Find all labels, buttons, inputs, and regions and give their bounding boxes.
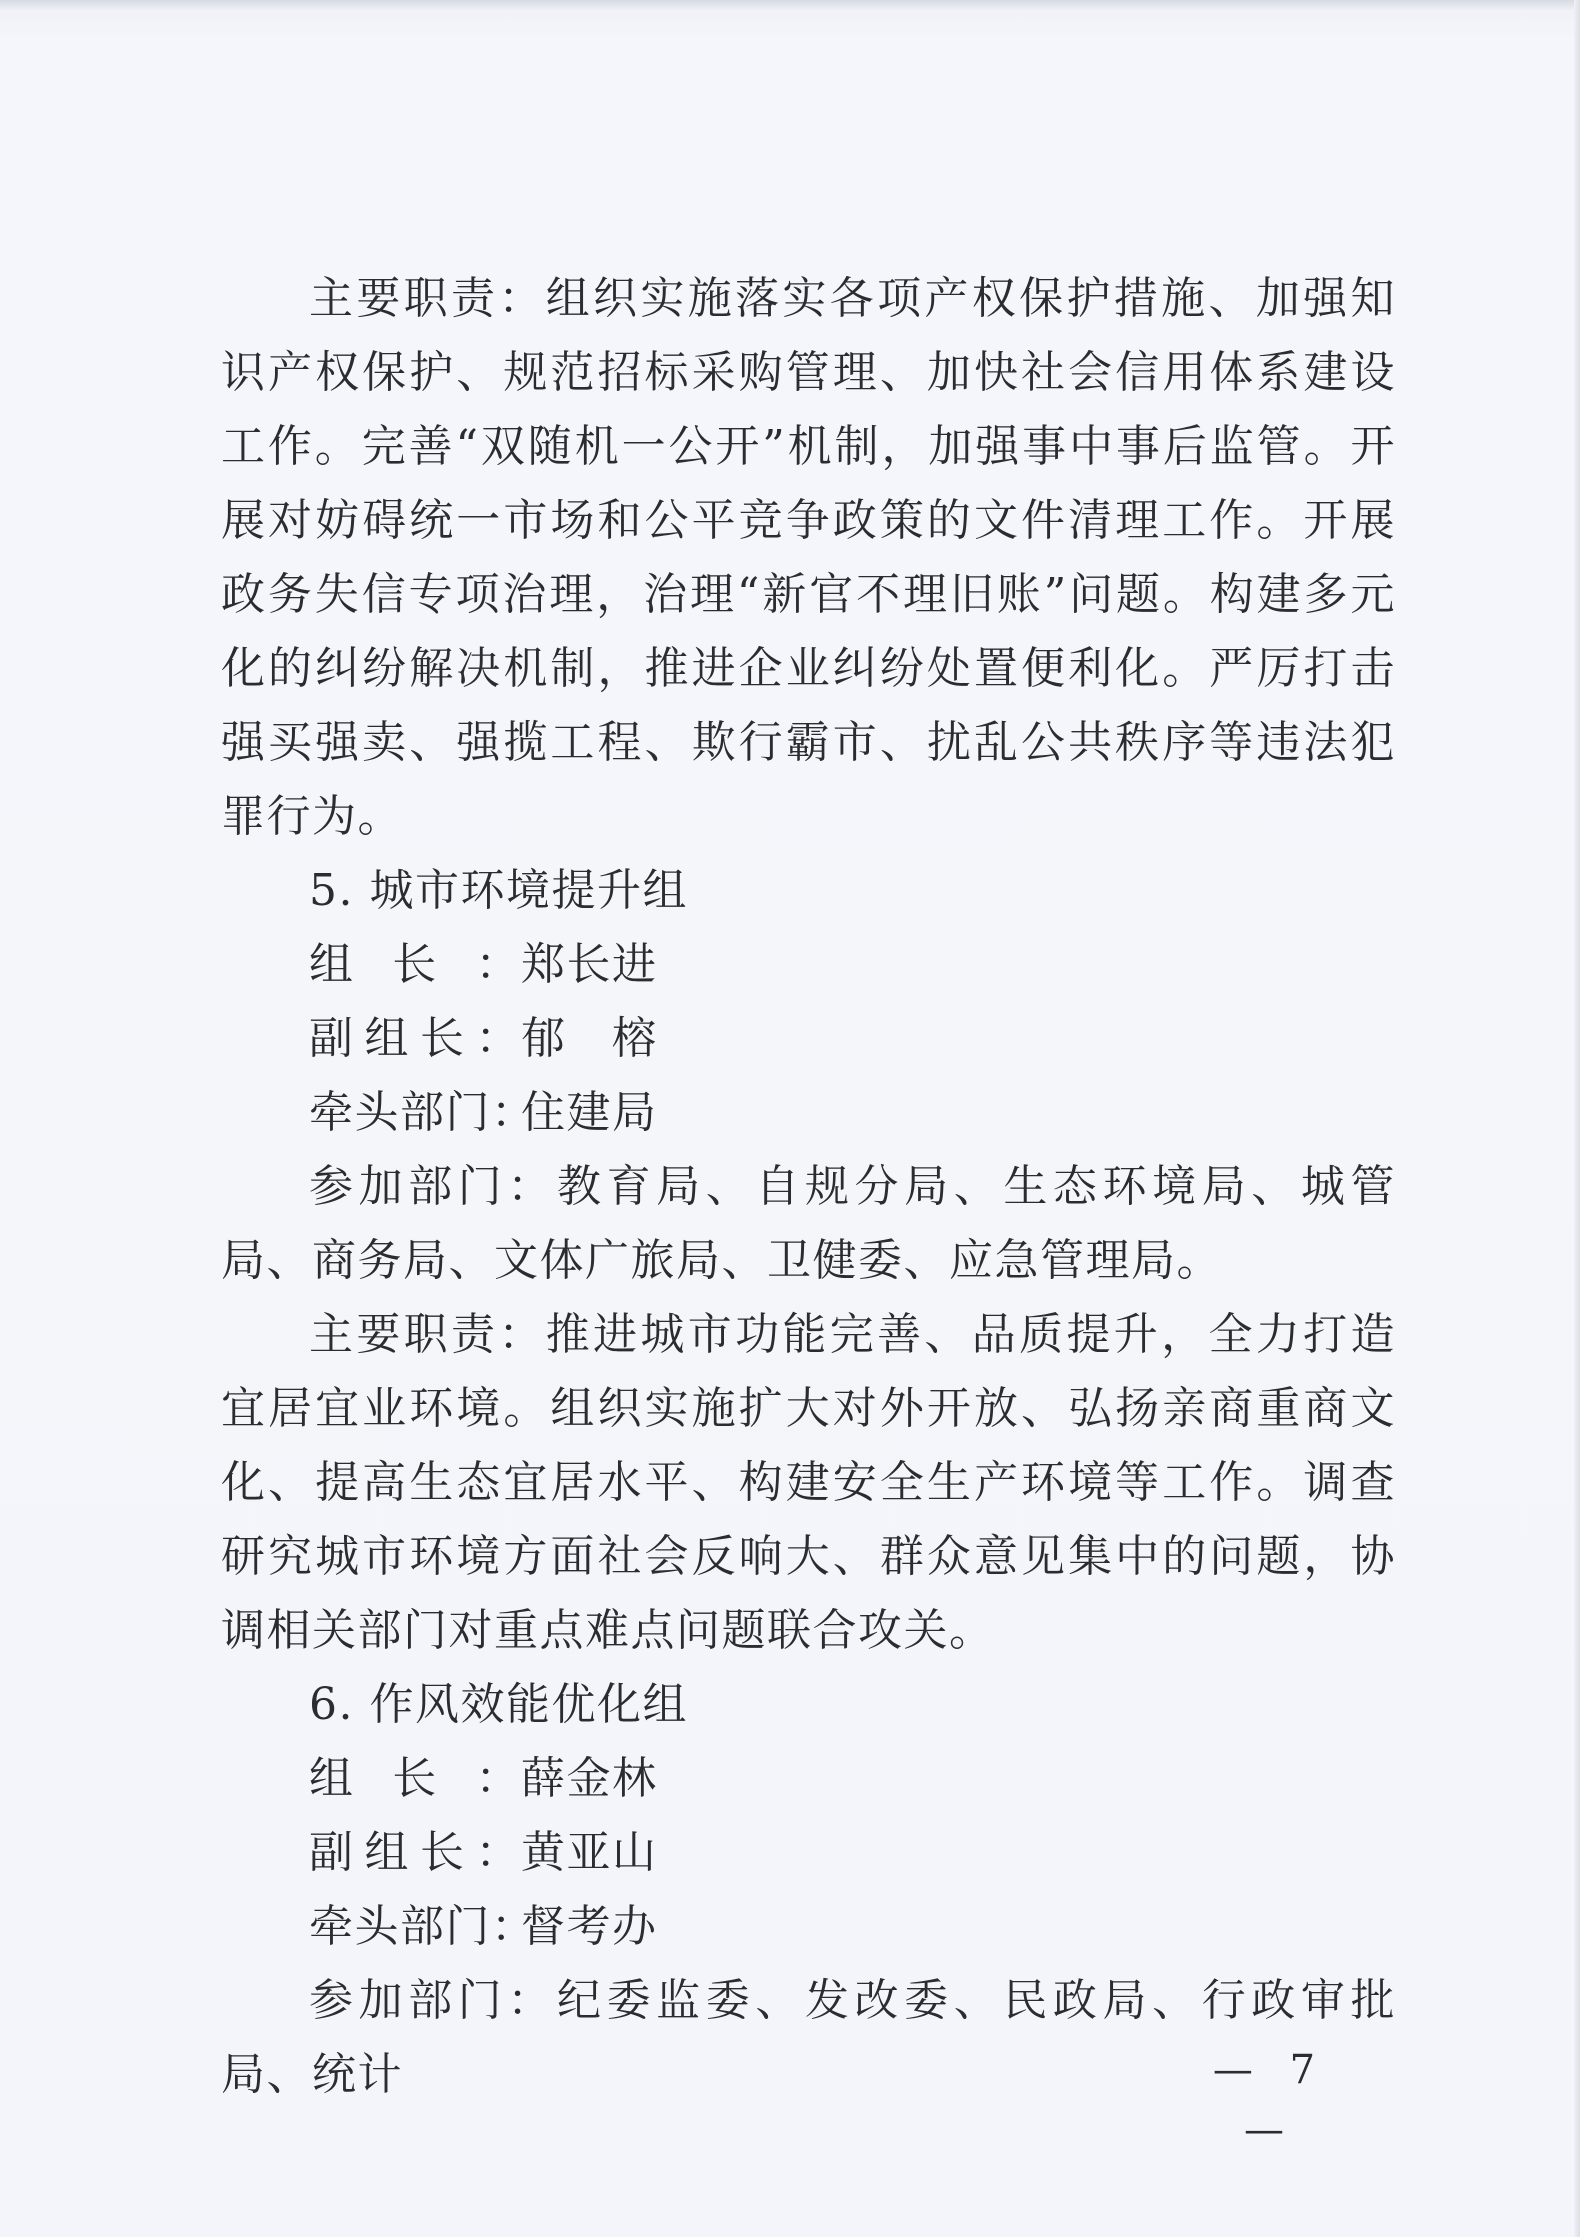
group-6-deputy-row [221,1816,1396,1890]
group-5-participants: 参加部门：教育局、自规分局、生态环境局、城管局、商务局、文体广旅局、卫健委、应急管理局。 [221,1161,1396,1286]
lead-dept-name: 住建局 [521,1087,658,1138]
lead-dept-name: 督考办 [521,1901,658,1952]
page-number: — 7 — [1212,2047,1328,2153]
group-5-deputy-row [221,1002,1396,1076]
lead-dept-label: 牵头部门： [309,1901,537,1952]
leader-label: 组长： [309,1753,521,1804]
scan-right-edge [1574,0,1580,2237]
group-6-heading: 6. 作风效能优化组 [309,1679,688,1730]
group-6-leader-row [221,1742,1396,1816]
lead-dept-label: 牵头部门： [309,1087,537,1138]
group-5-duties: 主要职责：推进城市功能完善、品质提升，全力打造宜居宜业环境。组织实施扩大对外开放、弘扬亲商重商文化、提高生态宜居水平、构建安全生产环境等工作。调查研究城市环境方面社会反响大、群众意见集中的问题，协调相关部门对重点难点问题联合攻关。 [221,1309,1396,1656]
group-6-lead-dept-row [221,1890,1396,1964]
leader-name: 郑长进 [521,939,658,990]
group-5-leader-row [221,928,1396,1002]
deputy-label: 副组长： [309,1013,521,1064]
leader-label: 组长： [309,939,521,990]
group-5-lead-dept-row [221,1076,1396,1150]
deputy-name: 郁 榕 [521,1013,658,1064]
duties-paragraph-group-4: 主要职责：组织实施落实各项产权保护措施、加强知识产权保护、规范招标采购管理、加快社会信用体系建设工作。完善“双随机一公开”机制，加强事中事后监管。开展对妨碍统一市场和公平竞争政策的文件清理工作。开展政务失信专项治理，治理“新官不理旧账”问题。构建多元化的纠纷解决机制，推进企业纠纷处置便利化。严厉打击强买强卖、强揽工程、欺行霸市、扰乱公共秩序等违法犯罪行为。 [221,273,1396,842]
deputy-name: 黄亚山 [521,1827,658,1878]
leader-name: 薛金林 [521,1753,658,1804]
document-body [221,262,1396,2112]
group-5-heading: 5. 城市环境提升组 [309,865,688,916]
scan-top-edge [0,0,1580,10]
group-6-participants: 参加部门：纪委监委、发改委、民政局、行政审批局、统计 [221,1975,1396,2100]
deputy-label: 副组长： [309,1827,521,1878]
